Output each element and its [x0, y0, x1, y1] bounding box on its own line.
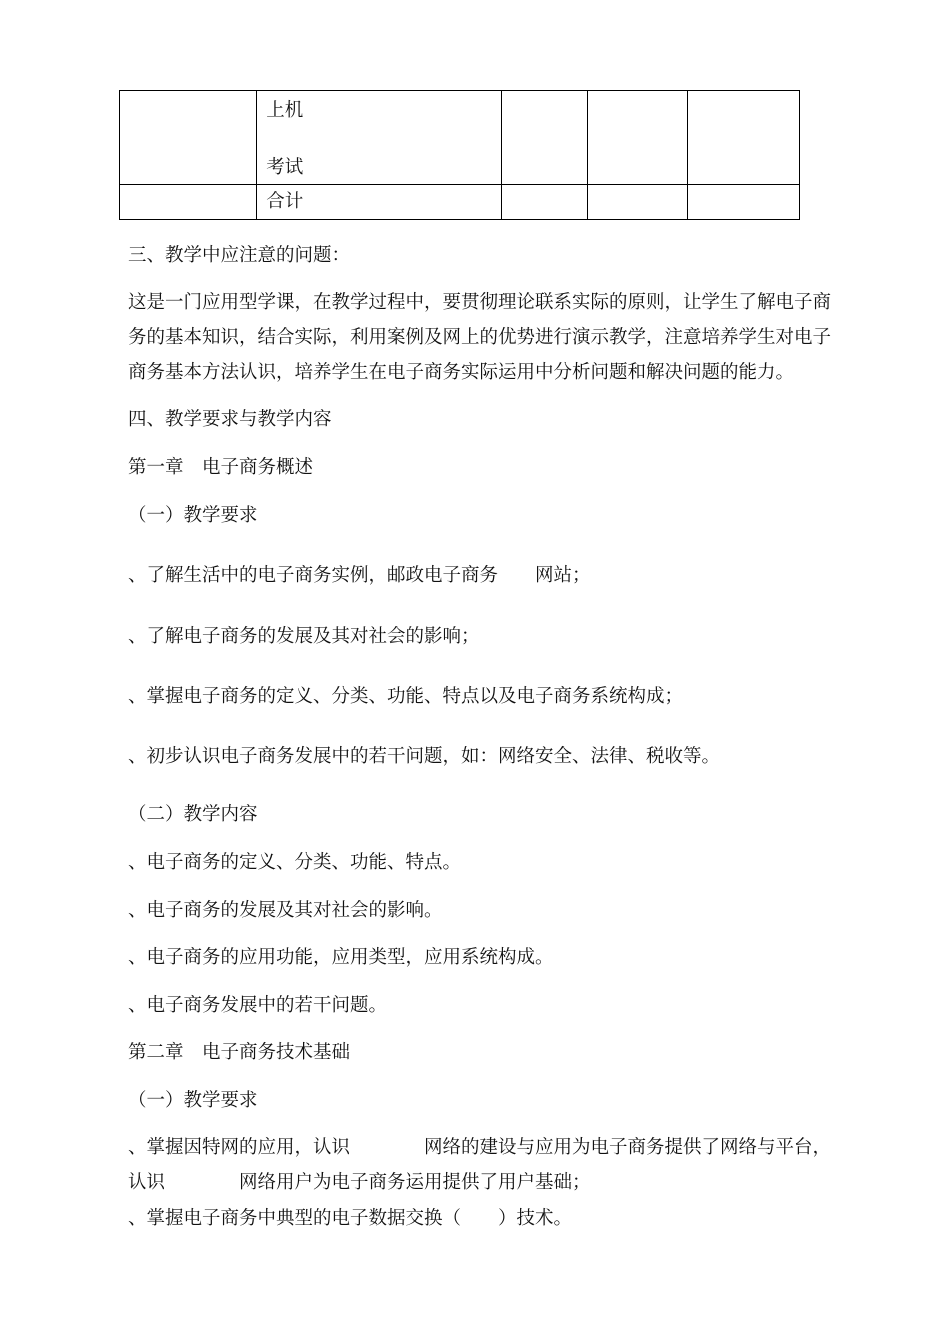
chapter1-req-heading: （一）教学要求	[128, 505, 258, 526]
table-cell	[257, 91, 501, 185]
list-item: 、掌握因特网的应用，认识 网络的建设与应用为电子商务提供了网络与平台，	[128, 1137, 832, 1158]
table-row	[120, 91, 800, 185]
table-cell	[120, 185, 257, 220]
list-item: 认识 网络用户为电子商务运用提供了用户基础；	[128, 1172, 591, 1193]
table-cell	[501, 91, 587, 185]
section3-para-line: 这是一门应用型学课，在教学过程中，要贯彻理论联系实际的原则，让学生了解电子商	[128, 292, 832, 313]
section3-para-line: 商务基本方法认识，培养学生在电子商务实际运用中分析问题和解决问题的能力。	[128, 362, 795, 383]
list-item: 、电子商务的定义、分类、功能、特点。	[128, 852, 462, 873]
chapter2-req-heading: （一）教学要求	[128, 1090, 258, 1111]
section3-heading: 三、教学中应注意的问题：	[128, 245, 351, 266]
table-cell	[587, 185, 687, 220]
section3-para-line: 务的基本知识，结合实际，利用案例及网上的优势进行演示教学，注意培养学生对电子	[128, 327, 832, 348]
schedule-table	[119, 90, 800, 220]
section4-heading: 四、教学要求与教学内容	[128, 409, 332, 430]
list-item: 、掌握电子商务中典型的电子数据交换（ ）技术。	[128, 1208, 573, 1229]
chapter2-title: 第二章 电子商务技术基础	[128, 1042, 351, 1063]
chapter1-content-heading: （二）教学内容	[128, 804, 258, 825]
table-cell	[687, 91, 799, 185]
table-cell	[587, 91, 687, 185]
cell-text-shangji: 上机	[266, 100, 304, 121]
chapter1-title: 第一章 电子商务概述	[128, 457, 314, 478]
list-item: 、初步认识电子商务发展中的若干问题，如：网络安全、法律、税收等。	[128, 746, 721, 767]
table-cell	[687, 185, 799, 220]
list-item: 、了解生活中的电子商务实例，邮政电子商务 网站；	[128, 565, 591, 586]
cell-text-kaoshi: 考试	[266, 157, 304, 178]
list-item: 、电子商务的发展及其对社会的影响。	[128, 900, 443, 921]
cell-text-total: 合计	[266, 191, 304, 212]
table-cell	[120, 91, 257, 185]
list-item: 、电子商务发展中的若干问题。	[128, 995, 388, 1016]
table-row	[120, 185, 800, 220]
list-item: 、了解电子商务的发展及其对社会的影响；	[128, 626, 480, 647]
table-cell	[257, 185, 501, 220]
list-item: 、电子商务的应用功能，应用类型，应用系统构成。	[128, 947, 554, 968]
table-cell	[501, 185, 587, 220]
list-item: 、掌握电子商务的定义、分类、功能、特点以及电子商务系统构成；	[128, 686, 684, 707]
